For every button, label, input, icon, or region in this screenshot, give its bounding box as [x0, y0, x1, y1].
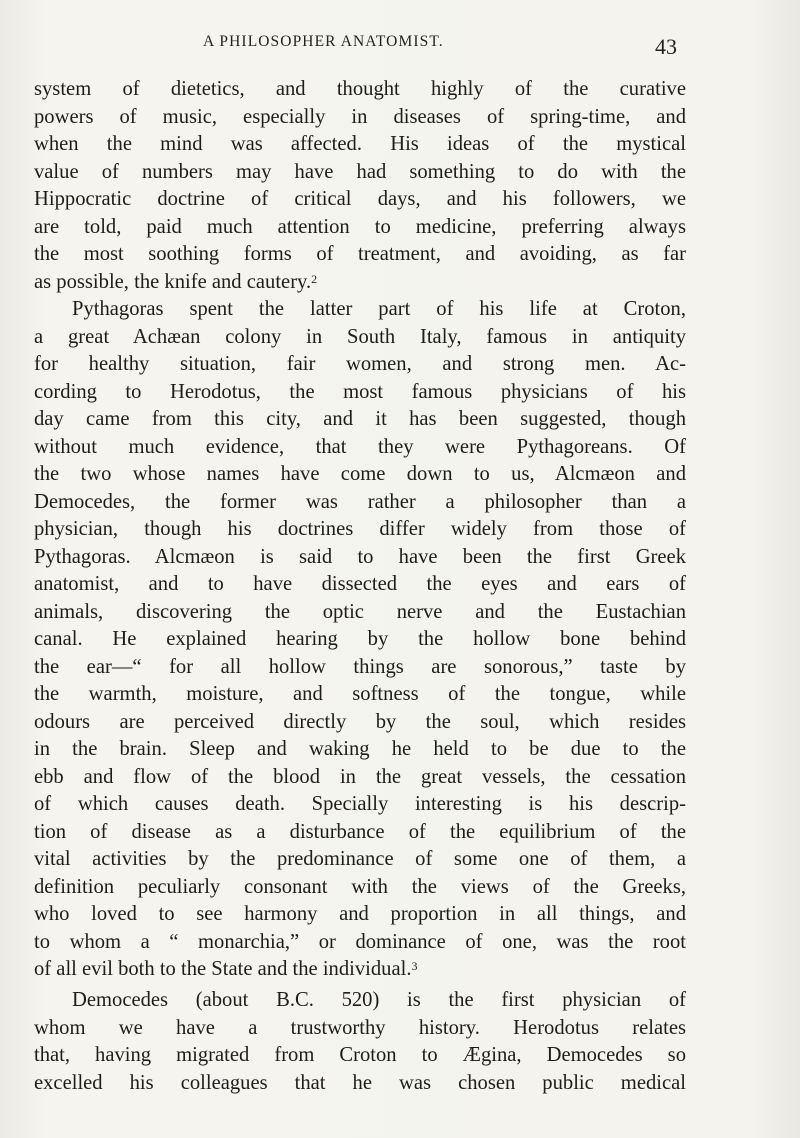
text-line: whom we have a trustworthy history. Herodotus relates [34, 1016, 686, 1039]
text-line: value of numbers may have had something to do with the [34, 160, 686, 183]
paragraph-first-line: Pythagoras spent the latter part of his life at Croton, [72, 298, 686, 320]
text-line: day came from this city, and it has been suggested, though [34, 408, 686, 430]
text-line: tion of disease as a disturbance of the equilibrium of the [34, 820, 686, 843]
text-line: when the mind was affected. His ideas of the mystical [34, 133, 686, 155]
text-line: in the brain. Sleep and waking he held to be due to the [34, 738, 686, 760]
text-line: that, having migrated from Croton to Ægina, Democedes so [34, 1044, 686, 1066]
text-span: Democedes (about [72, 989, 249, 1011]
text-line: to whom a “ monarchia,” or dominance of one, was the root [34, 930, 686, 953]
running-title: A PHILOSOPHER ANATOMIST. [203, 33, 444, 50]
text-line: system of dietetics, and thought highly of the curative [34, 78, 686, 100]
text-line: Hippocratic doctrine of critical days, and his followers, we [34, 188, 686, 210]
footnote-mark: 3 [411, 959, 418, 973]
text-line: anatomist, and to have dissected the eyes and ears of [34, 573, 686, 595]
text-span: 520) is the first physician of [341, 989, 686, 1011]
text-line: cording to Herodotus, the most famous physicians of his [34, 380, 686, 403]
text-line [34, 269, 686, 296]
text-line: ebb and flow of the blood in the great vessels, the cessation [34, 765, 686, 788]
text-span: as possible, the knife and cautery. [34, 270, 312, 293]
text-line: physician, though his doctrines differ widely from those of [34, 518, 686, 540]
text-line: powers of music, especially in diseases of spring-time, and [34, 105, 686, 128]
text-line: the warmth, moisture, and softness of the tongue, while [34, 683, 686, 705]
text-line: for healthy situation, fair women, and strong men. Ac- [34, 353, 686, 375]
text-line: definition peculiarly consonant with the views of the Greeks, [34, 875, 686, 898]
text-line [34, 956, 686, 983]
page-number: 43 [655, 34, 677, 59]
running-head [0, 33, 800, 57]
text-line: the ear—“ for all hollow things are sonorous,” taste by [34, 655, 686, 678]
paragraph-first-line [72, 987, 686, 1014]
text-line: the most soothing forms of treatment, and avoiding, as far [34, 243, 686, 265]
text-line: excelled his colleagues that he was chosen public medical [34, 1071, 686, 1094]
text-line: a great Achæan colony in South Italy, famous in antiquity [34, 325, 686, 348]
text-line: Pythagoras. Alcmæon is said to have been the first Greek [34, 545, 686, 568]
text-line: vital activities by the predominance of some one of them, a [34, 848, 686, 870]
era-abbreviation: B.C. [276, 989, 314, 1011]
text-line: animals, discovering the optic nerve and the Eustachian [34, 600, 686, 623]
text-line: without much evidence, that they were Pythagoreans. Of [34, 435, 686, 458]
text-line: who loved to see harmony and proportion in all things, and [34, 903, 686, 925]
footnote-mark: 2 [311, 271, 318, 286]
text-span: of all evil both to the State and the individual. [34, 958, 412, 980]
text-line: are told, paid much attention to medicine, preferring always [34, 215, 686, 238]
text-line: of which causes death. Specially interesting is his descrip- [34, 793, 686, 815]
text-line: odours are perceived directly by the soul, which resides [34, 710, 686, 733]
text-line: Democedes, the former was rather a philosopher than a [34, 490, 686, 513]
text-line: the two whose names have come down to us, Alcmæon and [34, 463, 686, 485]
text-line: canal. He explained hearing by the hollow bone behind [34, 628, 686, 650]
